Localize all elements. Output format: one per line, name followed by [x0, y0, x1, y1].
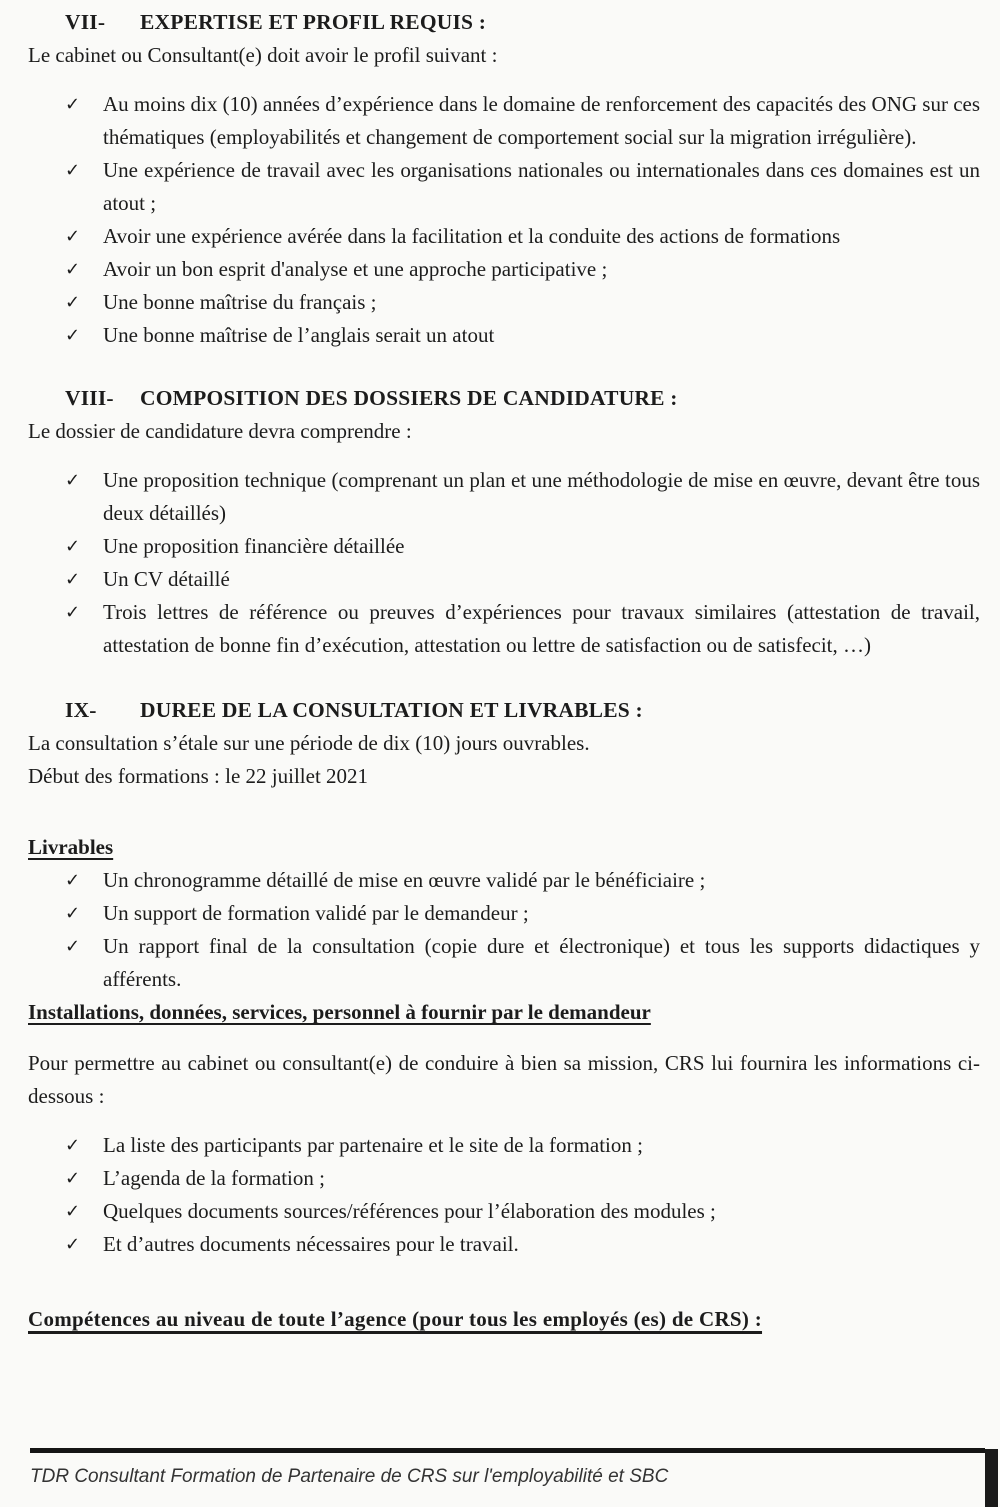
- installations-heading: Installations, données, services, personnel à fournir par le demandeur: [28, 1000, 651, 1024]
- installations-list: [28, 1129, 980, 1261]
- list-item-text: Une expérience de travail avec les organisations nationales ou internationales dans ces domaines est un atout ;: [103, 158, 980, 215]
- checkmark-icon: ✓: [65, 903, 81, 924]
- checkmark-icon: ✓: [65, 1168, 81, 1189]
- list-item: [65, 286, 980, 319]
- checkmark-icon: ✓: [65, 569, 81, 590]
- list-item-text: Et d’autres documents nécessaires pour le travail.: [103, 1232, 519, 1256]
- checkmark-icon: ✓: [65, 94, 81, 115]
- list-item-text: Un chronogramme détaillé de mise en œuvre validé par le bénéficiaire ;: [103, 868, 706, 892]
- section-vii-title: EXPERTISE ET PROFIL REQUIS :: [140, 10, 487, 34]
- list-item: [65, 253, 980, 286]
- list-item: [65, 563, 980, 596]
- installations-para: Pour permettre au cabinet ou consultant(e) de conduire à bien sa mission, CRS lui fournira les informations ci-dessous :: [28, 1051, 980, 1108]
- list-item-text: Un rapport final de la consultation (copie dure et électronique) et tous les supports didactiques y afférents.: [103, 934, 980, 991]
- page-edge-scan-bar: [985, 1449, 998, 1507]
- section-vii-heading: [65, 6, 980, 39]
- list-item: [65, 464, 980, 530]
- checkmark-icon: ✓: [65, 1201, 81, 1222]
- competences-heading: Compétences au niveau de toute l’agence (pour tous les employés (es) de CRS) :: [28, 1307, 763, 1331]
- list-item: [65, 1129, 980, 1162]
- section-viii-intro: Le dossier de candidature devra comprendre :: [28, 419, 412, 443]
- list-item-text: Une proposition financière détaillée: [103, 534, 405, 558]
- checkmark-icon: ✓: [65, 602, 81, 623]
- checkmark-icon: ✓: [65, 1135, 81, 1156]
- section-viii-heading: [65, 382, 980, 415]
- list-item-text: Au moins dix (10) années d’expérience dans le domaine de renforcement des capacités des ONG sur ces thématiques (employabilités et changement de comportement social sur la migration irrégulière).: [103, 92, 981, 149]
- list-item-text: Une bonne maîtrise de l’anglais serait un atout: [103, 323, 495, 347]
- list-item-text: Trois lettres de référence ou preuves d’expériences pour travaux similaires (attestation de travail, attestation de bonne fin d’exécution, attestation ou lettre de satisfaction ou de satisfecit, …): [103, 600, 980, 657]
- list-item-text: L’agenda de la formation ;: [103, 1166, 325, 1190]
- list-item: [65, 596, 980, 662]
- section-ix-para2: Début des formations : le 22 juillet 2021: [28, 764, 369, 788]
- checkmark-icon: ✓: [65, 226, 81, 247]
- section-viii-list: [28, 464, 980, 662]
- list-item: [65, 88, 980, 154]
- list-item-text: Un CV détaillé: [103, 567, 230, 591]
- checkmark-icon: ✓: [65, 870, 81, 891]
- section-ix-para1: La consultation s’étale sur une période de dix (10) jours ouvrables.: [28, 731, 590, 755]
- list-item-text: Avoir une expérience avérée dans la facilitation et la conduite des actions de formations: [103, 224, 841, 248]
- section-vii-number: VII-: [65, 10, 106, 34]
- checkmark-icon: ✓: [65, 936, 81, 957]
- checkmark-icon: ✓: [65, 1234, 81, 1255]
- list-item: [65, 319, 980, 352]
- list-item: [65, 864, 980, 897]
- list-item-text: Avoir un bon esprit d'analyse et une approche participative ;: [103, 257, 608, 281]
- checkmark-icon: ✓: [65, 292, 81, 313]
- checkmark-icon: ✓: [65, 259, 81, 280]
- checkmark-icon: ✓: [65, 325, 81, 346]
- checkmark-icon: ✓: [65, 470, 81, 491]
- footer-text: TDR Consultant Formation de Partenaire de CRS sur l'employabilité et SBC: [30, 1466, 669, 1487]
- list-item: [65, 1195, 980, 1228]
- list-item: [65, 897, 980, 930]
- list-item-text: La liste des participants par partenaire et le site de la formation ;: [103, 1133, 643, 1157]
- section-viii-title: COMPOSITION DES DOSSIERS DE CANDIDATURE :: [140, 386, 678, 410]
- section-viii-number: VIII-: [65, 386, 114, 410]
- section-vii-list: [28, 88, 980, 352]
- list-item-text: Une bonne maîtrise du français ;: [103, 290, 377, 314]
- checkmark-icon: ✓: [65, 536, 81, 557]
- livrables-heading: Livrables: [28, 835, 114, 859]
- section-ix-title: DUREE DE LA CONSULTATION ET LIVRABLES :: [140, 698, 643, 722]
- list-item: [65, 1162, 980, 1195]
- checkmark-icon: ✓: [65, 160, 81, 181]
- list-item: [65, 530, 980, 563]
- section-vii-intro: Le cabinet ou Consultant(e) doit avoir le profil suivant :: [28, 43, 498, 67]
- list-item: [65, 220, 980, 253]
- list-item-text: Une proposition technique (comprenant un plan et une méthodologie de mise en œuvre, devant être tous deux détaillés): [103, 468, 980, 525]
- list-item-text: Quelques documents sources/références pour l’élaboration des modules ;: [103, 1199, 716, 1223]
- section-ix-number: IX-: [65, 698, 97, 722]
- list-item: [65, 930, 980, 996]
- section-ix-heading: [65, 694, 980, 727]
- list-item: [65, 1228, 980, 1261]
- list-item: [65, 154, 980, 220]
- footer-divider-line: [30, 1448, 985, 1453]
- livrables-list: [28, 864, 980, 996]
- list-item-text: Un support de formation validé par le demandeur ;: [103, 901, 529, 925]
